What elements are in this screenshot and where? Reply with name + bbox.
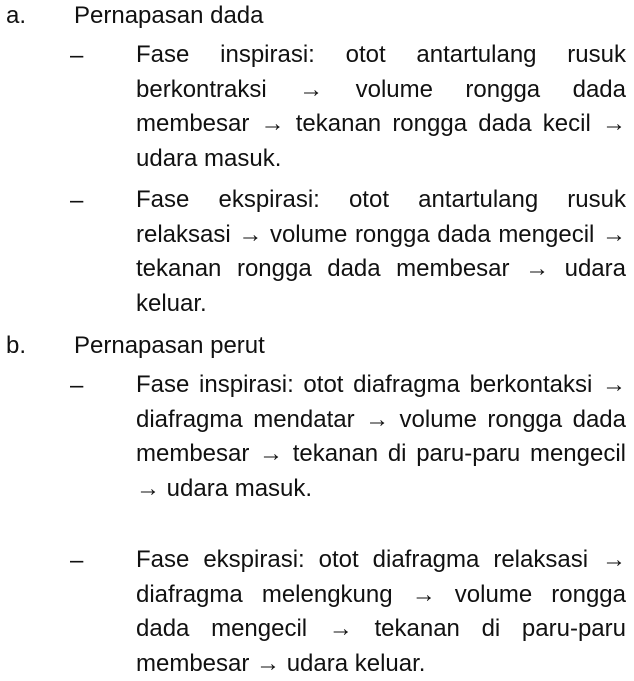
section-a-item-1-text: Fase inspirasi: otot antartulang rusuk berkontraksi → volume rongga dada membesar → tekanan rongga dada kecil → udara masuk. — [136, 41, 626, 172]
section-a-title: Pernapasan dada — [74, 2, 264, 29]
section-a-item-2-dash: – — [70, 187, 84, 214]
section-a-item-1-dash: – — [70, 42, 84, 69]
section-b-item-1-text: Fase inspirasi: otot diafragma berkontaksi → diafragma mendatar → volume rongga dada membesar → tekanan di paru-paru mengecil → udara masuk. — [136, 371, 626, 502]
section-b-letter: b. — [6, 332, 27, 359]
section-a-item-2-text: Fase ekspirasi: otot antartulang rusuk relaksasi → volume rongga dada mengecil → tekanan rongga dada membesar → udara keluar. — [136, 186, 626, 317]
section-b-item-2-dash: – — [70, 547, 84, 574]
section-b-title: Pernapasan perut — [74, 332, 265, 359]
section-a-letter: a. — [6, 2, 27, 29]
section-b-item-2-text: Fase ekspirasi: otot diafragma relaksasi → diafragma melengkung → volume rongga dada mengecil → tekanan di paru-paru membesar → udara keluar. — [136, 546, 626, 677]
section-b-item-1-dash: – — [70, 372, 84, 399]
